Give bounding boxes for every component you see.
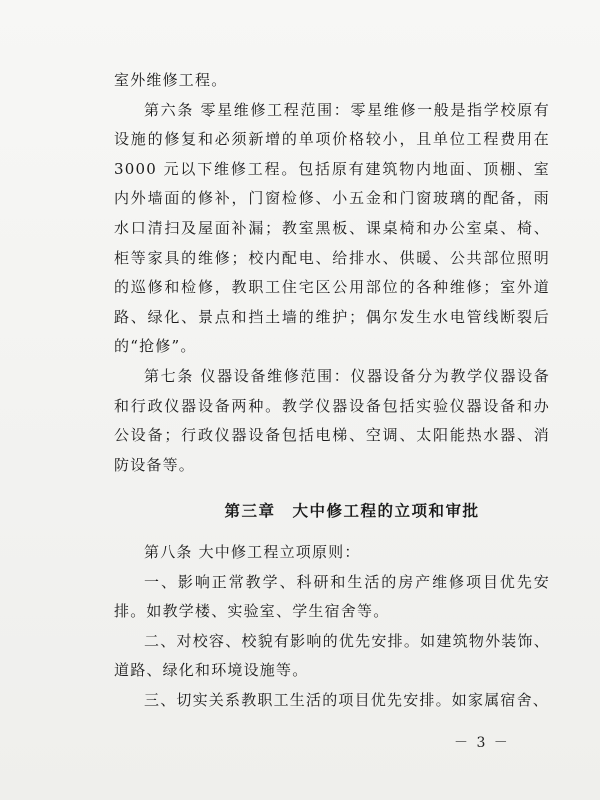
chapter-3-heading: 第三章 大中修工程的立项和审批 [224,502,480,521]
article-8-item-3: 三、切实关系教职工生活的项目优先安排。如家属宿舍、 [144,690,550,709]
article-8-item-2: 二、对校容、校貌有影响的优先安排。如建筑物外装饰、道路、绿化和环境设施等。 [114,631,550,680]
article-8-paragraph: 第八条 大中修工程立项原则： [144,542,361,561]
page-number: － 3 － [454,735,510,751]
article-7-paragraph: 第七条 仪器设备维修范围：仪器设备分为教学仪器设备和行政仪器设备两种。教学仪器设备包括实验仪器设备和办公设备；行政仪器设备包括电梯、空调、太阳能热水器、消防设备等。 [114,366,550,474]
article-6-paragraph: 第六条 零星维修工程范围：零星维修一般是指学校原有设施的修复和必须新增的单项价格较小，且单位工程费用在 3000 元以下维修工程。包括原有建筑物内地面、顶棚、室内外墙面的修补，门窗检修、小五金和门窗玻璃的配备，雨水口清扫及屋面补漏；教室黑板、课桌椅和办公室桌、椅、柜等家具的维修；校内配电、给排水、供暖、公共部位照明的巡修和检修，教职工住宅区公用部位的各种维修；室外道路、绿化、景点和挡土墙的维护；偶尔发生水电管线断裂后的“抢修”。 [114,100,550,356]
article-8-item-1: 一、影响正常教学、科研和生活的房产维修项目优先安排。如教学楼、实验室、学生宿舍等。 [114,572,550,621]
document-body [114,66,550,715]
opening-line: 室外维修工程。 [114,71,228,89]
